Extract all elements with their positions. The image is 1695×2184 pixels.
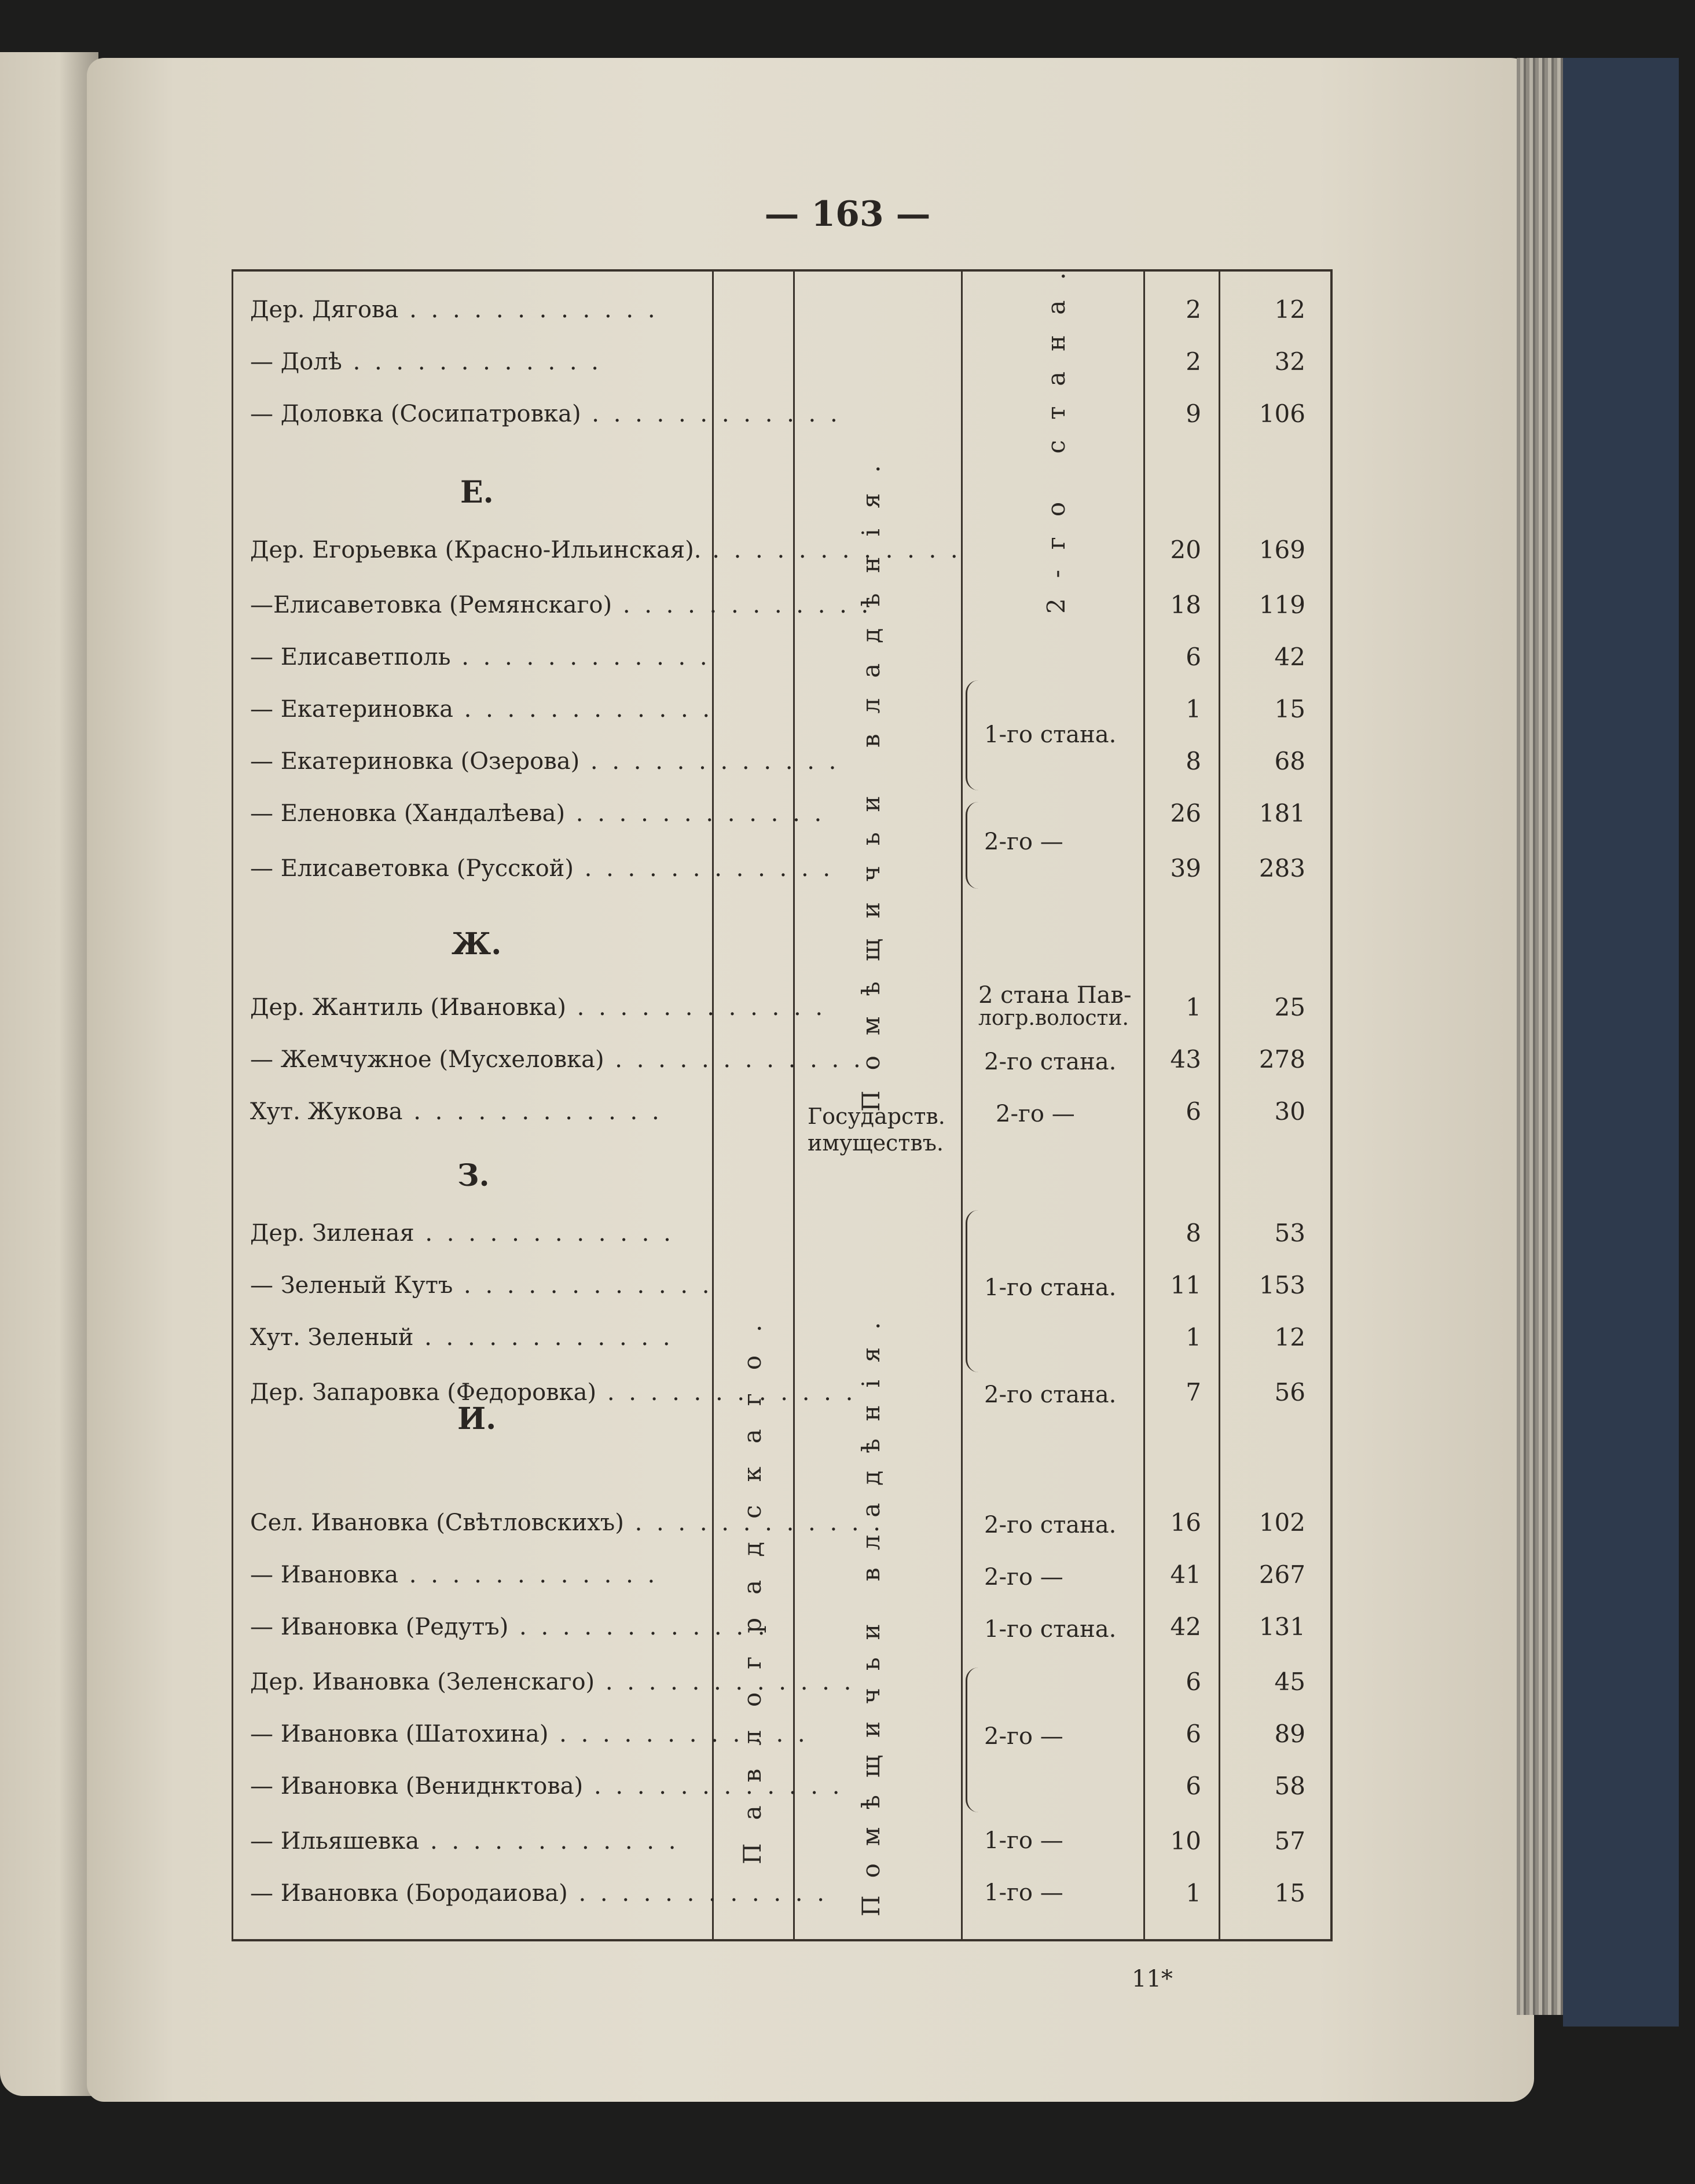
count-households: 8	[1186, 747, 1201, 775]
count-households: 7	[1186, 1378, 1201, 1406]
count-households: 42	[1170, 1613, 1201, 1641]
place-name: — Еленовка (Хандалѣева) . . . . . . . . . . . .	[250, 800, 826, 827]
place-name: — Зеленый Кутъ . . . . . . . . . . . .	[250, 1272, 713, 1299]
place-name: — Ивановка (Редутъ) . . . . . . . . . . . .	[250, 1614, 769, 1640]
brace	[966, 802, 980, 889]
place-name: Дер. Зиленая . . . . . . . . . . . .	[250, 1220, 674, 1247]
place-name: — Долѣ . . . . . . . . . . . .	[250, 349, 603, 375]
place-name: — Ивановка (Вениднктова) . . . . . . . . . . . .	[250, 1773, 843, 1800]
count-inhabitants: 283	[1259, 854, 1305, 882]
place-name: — Екатериновка . . . . . . . . . . . .	[250, 696, 714, 723]
owner-vertical: Помѣщичьи владѣнія.	[857, 1304, 885, 1917]
count-inhabitants: 58	[1274, 1772, 1305, 1800]
stan-label: 2-го —	[984, 829, 1063, 855]
place-name: Сел. Ивановка (Свѣтловскихъ) . . . . . . . . . . . .	[250, 1509, 885, 1536]
stan-label: 1-го —	[984, 1827, 1063, 1854]
stan-label: 2-го —	[984, 1723, 1063, 1750]
brace	[966, 1668, 980, 1812]
count-inhabitants: 57	[1274, 1827, 1305, 1855]
count-inhabitants: 102	[1259, 1508, 1305, 1537]
count-inhabitants: 278	[1259, 1045, 1305, 1073]
count-inhabitants: 89	[1274, 1720, 1305, 1748]
count-households: 1	[1186, 1323, 1201, 1351]
count-inhabitants: 131	[1259, 1613, 1305, 1641]
count-inhabitants: 181	[1259, 799, 1305, 827]
count-households: 1	[1186, 695, 1201, 723]
count-inhabitants: 12	[1274, 295, 1305, 324]
folio: 11*	[1132, 1966, 1173, 1992]
count-households: 1	[1186, 1879, 1201, 1907]
stan-label: 2-го стана.	[984, 1382, 1117, 1408]
count-households: 10	[1170, 1827, 1201, 1855]
count-inhabitants: 53	[1274, 1219, 1305, 1247]
count-inhabitants: 68	[1274, 747, 1305, 775]
count-inhabitants: 42	[1274, 643, 1305, 671]
stan-label: логр.волости.	[978, 1006, 1129, 1030]
place-name: — Екатериновка (Озерова) . . . . . . . . . . . .	[250, 748, 840, 775]
place-name: — Елисаветполь . . . . . . . . . . . .	[250, 644, 711, 670]
column-divider	[961, 269, 963, 1939]
book-cover	[1563, 58, 1679, 2027]
stan-label: 2-го стана.	[984, 1049, 1117, 1075]
place-name: — Елисаветовка (Русской) . . . . . . . . . . . .	[250, 855, 834, 882]
place-name: Дер. Ивановка (Зеленскаго) . . . . . . . . . . . .	[250, 1669, 855, 1695]
count-inhabitants: 12	[1274, 1323, 1305, 1351]
place-name: Дер. Жантиль (Ивановка) . . . . . . . . . . . .	[250, 994, 827, 1021]
count-households: 20	[1170, 536, 1201, 564]
count-households: 2	[1186, 347, 1201, 376]
place-name: Дер. Запаровка (Федоровка) . . . . . . . . . . . .	[250, 1379, 857, 1406]
count-inhabitants: 169	[1259, 536, 1305, 564]
stan-vertical: 2-го стана.	[1042, 252, 1070, 614]
page-number: — 163 —	[764, 194, 931, 234]
place-name: Хут. Жукова . . . . . . . . . . . .	[250, 1098, 663, 1125]
uyezd-vertical: Павлоградскаго.	[738, 1301, 766, 1864]
count-households: 43	[1170, 1045, 1201, 1073]
place-name: Дер. Дягова . . . . . . . . . . . .	[250, 296, 659, 323]
stan-label: 1-го стана.	[984, 721, 1117, 748]
brace	[966, 680, 980, 790]
count-inhabitants: 30	[1274, 1097, 1305, 1126]
gos-imushchestv	[808, 1103, 945, 1156]
count-inhabitants: 45	[1274, 1668, 1305, 1696]
count-inhabitants: 153	[1259, 1271, 1305, 1299]
count-inhabitants: 15	[1274, 1879, 1305, 1907]
count-inhabitants: 267	[1259, 1560, 1305, 1589]
stan-label: 2 стана Пав-	[978, 982, 1132, 1009]
count-households: 6	[1186, 1720, 1201, 1748]
count-households: 6	[1186, 1097, 1201, 1126]
section-letter: Е.	[460, 475, 494, 510]
count-households: 39	[1170, 854, 1201, 882]
page-edges	[1517, 58, 1569, 2015]
place-name: — Доловка (Сосипатровка) . . . . . . . . . . . .	[250, 401, 841, 427]
stan-label: 1-го стана.	[984, 1616, 1117, 1643]
gos-line: Государств.	[808, 1104, 945, 1129]
place-name: —Елисаветовка (Ремянскаго) . . . . . . . . . . . .	[250, 592, 872, 618]
count-households: 1	[1186, 993, 1201, 1021]
place-name: — Ивановка . . . . . . . . . . . .	[250, 1562, 659, 1588]
count-households: 2	[1186, 295, 1201, 324]
count-inhabitants: 56	[1274, 1378, 1305, 1406]
section-letter: И.	[457, 1401, 497, 1437]
count-households: 6	[1186, 1772, 1201, 1800]
count-households: 26	[1170, 799, 1201, 827]
count-households: 8	[1186, 1219, 1201, 1247]
count-households: 11	[1170, 1271, 1201, 1299]
stan-label: 2-го стана.	[984, 1512, 1117, 1538]
place-name: — Ильяшевка . . . . . . . . . . . .	[250, 1828, 680, 1855]
count-households: 9	[1186, 400, 1201, 428]
place-name: — Жемчужное (Мусхеловка) . . . . . . . . . . . .	[250, 1046, 864, 1073]
stan-label: 2-го —	[996, 1101, 1075, 1127]
count-inhabitants: 32	[1274, 347, 1305, 376]
stan-label: 1-го —	[984, 1879, 1063, 1906]
column-divider	[1143, 269, 1145, 1939]
brace	[966, 1210, 980, 1372]
count-inhabitants: 25	[1274, 993, 1305, 1021]
stan-label: 1-го стана.	[984, 1274, 1117, 1301]
place-name: Дер. Егорьевка (Красно-Ильинская). . . . . . . . . . . . .	[250, 537, 962, 563]
count-households: 16	[1170, 1508, 1201, 1537]
count-households: 6	[1186, 1668, 1201, 1696]
count-inhabitants: 15	[1274, 695, 1305, 723]
section-letter: З.	[457, 1158, 490, 1193]
section-letter: Ж.	[452, 926, 502, 962]
column-divider	[1219, 269, 1220, 1939]
count-households: 18	[1170, 591, 1201, 619]
count-inhabitants: 106	[1259, 400, 1305, 428]
place-name: — Ивановка (Бородаиова) . . . . . . . . . . . .	[250, 1880, 828, 1907]
place-name: — Ивановка (Шатохина) . . . . . . . . . . . .	[250, 1721, 809, 1747]
left-page-edge	[0, 52, 98, 2096]
stan-label: 2-го —	[984, 1564, 1063, 1591]
gos-line: имуществъ.	[808, 1130, 944, 1156]
place-name: Хут. Зеленый . . . . . . . . . . . .	[250, 1324, 674, 1351]
count-inhabitants: 119	[1259, 591, 1305, 619]
count-households: 41	[1170, 1560, 1201, 1589]
count-households: 6	[1186, 643, 1201, 671]
owner-vertical: Помѣщичьи владѣнія.	[857, 445, 885, 1112]
